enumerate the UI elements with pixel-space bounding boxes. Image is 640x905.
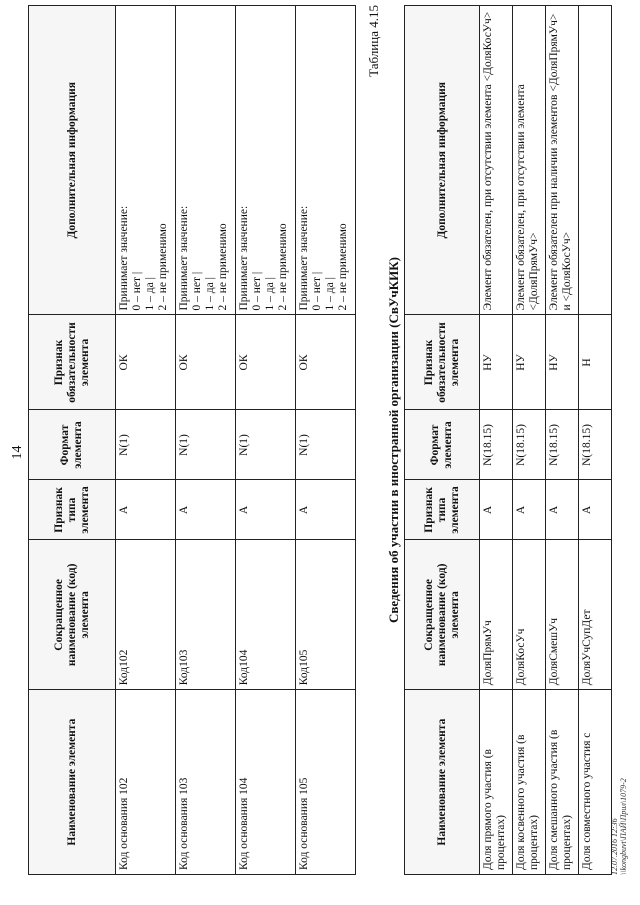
info-line: 1 – да |: [144, 277, 156, 311]
element-format: N(18.15): [546, 410, 579, 480]
element-name: Доля совместного участия с: [579, 690, 612, 875]
element-format: N(18.15): [513, 410, 546, 480]
element-code: Код105: [296, 540, 356, 690]
element-format: N(1): [296, 410, 356, 480]
element-code: ДоляКосУч: [513, 540, 546, 690]
table-header-row: [405, 6, 480, 875]
info-line: Принимает значение:: [238, 205, 250, 311]
element-required: ОК: [116, 315, 176, 410]
element-name: Код основания 105: [296, 690, 356, 875]
element-info: [176, 6, 236, 316]
info-line: 2 – не применимо: [337, 223, 349, 311]
element-code: ДоляПрямУч: [480, 540, 513, 690]
element-info: [579, 6, 612, 316]
header-cell: Признак обязательности элемента: [29, 315, 116, 410]
elements-table-2: [404, 5, 612, 875]
element-required: НУ: [480, 315, 513, 410]
element-required: ОК: [176, 315, 236, 410]
info-line: 1 – да |: [204, 277, 216, 311]
info-line: Принимает значение:: [298, 205, 310, 311]
info-line: 0 – нет |: [131, 271, 143, 311]
header-cell: Формат элемента: [29, 410, 116, 480]
header-cell: Признак типа элемента: [29, 480, 116, 540]
info-line: Принимает значение:: [118, 205, 130, 311]
header-cell: Наименование элемента: [405, 690, 480, 875]
element-type: А: [513, 480, 546, 540]
info-line: 2 – не применимо: [277, 223, 289, 311]
element-info: Элемент обязателен, при отсутствии элемента <ДоляКосУч>: [480, 6, 513, 316]
header-cell: Дополнительная информация: [405, 6, 480, 316]
element-format: N(18.15): [579, 410, 612, 480]
element-code: ДоляСмешУч: [546, 540, 579, 690]
elements-table-1: [28, 5, 356, 875]
header-cell: Признак типа элемента: [405, 480, 480, 540]
info-line: 0 – нет |: [311, 271, 323, 311]
table-row: [513, 6, 546, 875]
element-required: НУ: [546, 315, 579, 410]
element-name: Доля косвенного участия (в процентах): [513, 690, 546, 875]
element-required: ОК: [236, 315, 296, 410]
element-type: А: [480, 480, 513, 540]
element-required: ОК: [296, 315, 356, 410]
element-name: Доля смешанного участия (в процентах): [546, 690, 579, 875]
document-footer: [610, 778, 628, 875]
element-name: Код основания 102: [116, 690, 176, 875]
table-header-row: [29, 6, 116, 875]
info-line: 0 – нет |: [251, 271, 263, 311]
header-cell: Наименование элемента: [29, 690, 116, 875]
element-format: N(18.15): [480, 410, 513, 480]
element-code: Код103: [176, 540, 236, 690]
table-row: [296, 6, 356, 875]
info-line: 2 – не применимо: [157, 223, 169, 311]
header-cell: Сокращенное наименование (код) элемента: [405, 540, 480, 690]
element-format: N(1): [116, 410, 176, 480]
element-required: НУ: [513, 315, 546, 410]
table-row: [579, 6, 612, 875]
element-type: А: [116, 480, 176, 540]
table-caption: Таблица 4.15: [366, 5, 381, 77]
element-code: ДоляУчСупДет: [579, 540, 612, 690]
element-info: Элемент обязателен при наличии элементов <ДоляПрямУч> и <ДоляКосУч>: [546, 6, 579, 316]
element-name: Доля прямого участия (в процентах): [480, 690, 513, 875]
element-type: А: [296, 480, 356, 540]
element-name: Код основания 103: [176, 690, 236, 875]
element-code: Код104: [236, 540, 296, 690]
header-cell: Формат элемента: [405, 410, 480, 480]
table-row: [480, 6, 513, 875]
page-number: 14: [10, 445, 25, 460]
footer-path: \\kongbuvt\ПАЙ\Прил\1079-2: [619, 778, 628, 875]
element-info: [236, 6, 296, 316]
element-type: А: [236, 480, 296, 540]
element-required: Н: [579, 315, 612, 410]
element-format: N(1): [176, 410, 236, 480]
section-title: Сведения об участии в иностранной организации (СвУчКИК): [386, 256, 401, 624]
info-line: 0 – нет |: [191, 271, 203, 311]
header-cell: Дополнительная информация: [29, 6, 116, 316]
info-line: 1 – да |: [264, 277, 276, 311]
table-row: [546, 6, 579, 875]
element-type: А: [579, 480, 612, 540]
info-line: 2 – не применимо: [217, 223, 229, 311]
info-line: Принимает значение:: [178, 205, 190, 311]
element-info: [296, 6, 356, 316]
info-line: 1 – да |: [324, 277, 336, 311]
table-row: [116, 6, 176, 875]
element-info: Элемент обязателен, при отсутствии элемента <ДоляПрямУч>: [513, 6, 546, 316]
header-cell: Сокращенное наименование (код) элемента: [29, 540, 116, 690]
element-type: А: [176, 480, 236, 540]
footer-date: 12.07.2016 12:36: [610, 818, 619, 875]
element-code: Код102: [116, 540, 176, 690]
element-name: Код основания 104: [236, 690, 296, 875]
table-row: [236, 6, 296, 875]
element-info: [116, 6, 176, 316]
element-format: N(1): [236, 410, 296, 480]
element-type: А: [546, 480, 579, 540]
table-row: [176, 6, 236, 875]
header-cell: Признак обязательности элемента: [405, 315, 480, 410]
